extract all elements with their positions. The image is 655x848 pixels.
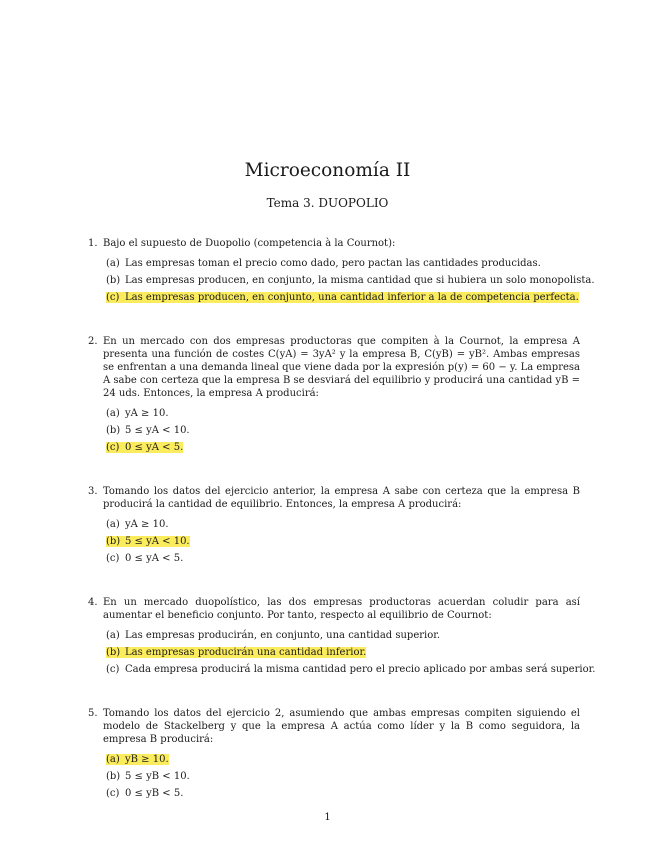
option-label: (b) xyxy=(106,647,121,658)
option-label: (a) xyxy=(106,519,120,530)
option-c xyxy=(106,787,580,804)
question-4 xyxy=(88,596,596,680)
option-text: Las empresas producen, en conjunto, una cantidad inferior a la de competencia perfecta. xyxy=(125,292,579,303)
option-b xyxy=(106,770,580,787)
option-text: Las empresas producen, en conjunto, la misma cantidad que si hubiera un solo monopolista. xyxy=(125,275,595,286)
option-text: 0 ≤ yA < 5. xyxy=(125,553,184,564)
option-c-highlighted xyxy=(106,441,580,458)
option-a xyxy=(106,407,580,424)
option-label: (b) xyxy=(106,536,121,547)
question-number: 1. xyxy=(88,238,98,249)
option-label: (a) xyxy=(106,630,120,641)
option-label: (c) xyxy=(106,553,120,564)
option-list xyxy=(106,753,580,804)
option-list xyxy=(106,518,580,569)
option-a-highlighted xyxy=(106,753,580,770)
question-text: En un mercado duopolístico, las dos empresas productoras acuerdan coludir para así aumentar el beneficio conjunto. Por tanto, respecto al equilibrio de Cournot: xyxy=(103,597,580,621)
option-list xyxy=(106,407,580,458)
option-c xyxy=(106,552,580,569)
option-a xyxy=(106,257,580,274)
option-label: (c) xyxy=(106,664,120,675)
option-a xyxy=(106,518,580,535)
option-text: 0 ≤ yA < 5. xyxy=(125,442,184,453)
option-label: (a) xyxy=(106,258,120,269)
question-1 xyxy=(88,237,595,308)
option-b-highlighted xyxy=(106,646,580,663)
question-5 xyxy=(88,707,580,804)
option-label: (a) xyxy=(106,754,120,765)
option-b xyxy=(106,424,580,441)
option-label: (c) xyxy=(106,788,120,799)
option-c xyxy=(106,663,596,680)
question-text: Tomando los datos del ejercicio anterior, la empresa A sabe con certeza que la empresa B producirá la cantidad de equilibrio. Entonces, la empresa A producirá: xyxy=(103,486,580,510)
page-title: Microeconomía II xyxy=(244,160,411,181)
question-number: 3. xyxy=(88,486,98,497)
option-text: yA ≥ 10. xyxy=(125,519,169,530)
question-number: 5. xyxy=(88,708,98,719)
option-text: 0 ≤ yB < 5. xyxy=(125,788,184,799)
question-text: Bajo el supuesto de Duopolio (competencia à la Cournot): xyxy=(103,238,396,249)
question-text: En un mercado con dos empresas productoras que compiten à la Cournot, la empresa A presenta una función de costes C(yA) = 3yA² y la empresa B, C(yB) = yB². Ambas empresas se enfrentan a una demanda lineal que viene dada por la expresión p(y) = 60 − y. La empresa A sabe con certeza que la empresa B se desviará del equilibrio y producirá una cantidad yB = 24 uds. Entonces, la empresa A producirá: xyxy=(103,336,580,399)
option-text: Las empresas producirán, en conjunto, una cantidad superior. xyxy=(125,630,441,641)
option-list xyxy=(106,257,595,308)
option-text: Cada empresa producirá la misma cantidad pero el precio aplicado por ambas será superior. xyxy=(125,664,596,675)
question-3 xyxy=(88,485,580,569)
page-subtitle: Tema 3. DUOPOLIO xyxy=(266,196,389,210)
option-text: yA ≥ 10. xyxy=(125,408,169,419)
option-list xyxy=(106,629,596,680)
option-label: (b) xyxy=(106,275,121,286)
option-b xyxy=(106,274,595,291)
option-b-highlighted xyxy=(106,535,580,552)
option-c-highlighted xyxy=(106,291,580,308)
option-a xyxy=(106,629,580,646)
option-label: (b) xyxy=(106,425,121,436)
option-label: (b) xyxy=(106,771,121,782)
option-text: Las empresas toman el precio como dado, pero pactan las cantidades producidas. xyxy=(125,258,541,269)
option-text: 5 ≤ yB < 10. xyxy=(125,771,190,782)
option-text: 5 ≤ yA < 10. xyxy=(125,425,190,436)
question-number: 4. xyxy=(88,597,98,608)
question-text: Tomando los datos del ejercicio 2, asumiendo que ambas empresas compiten siguiendo el modelo de Stackelberg y que la empresa A actúa como líder y la B como seguidora, la empresa B producirá: xyxy=(103,708,580,745)
option-text: 5 ≤ yA < 10. xyxy=(125,536,190,547)
option-label: (a) xyxy=(106,408,120,419)
option-text: Las empresas producirán una cantidad inferior. xyxy=(125,647,367,658)
question-number: 2. xyxy=(88,336,98,347)
question-2 xyxy=(88,335,580,458)
option-label: (c) xyxy=(106,292,120,303)
page-number: 1 xyxy=(324,812,331,823)
option-label: (c) xyxy=(106,442,120,453)
option-text: yB ≥ 10. xyxy=(125,754,169,765)
